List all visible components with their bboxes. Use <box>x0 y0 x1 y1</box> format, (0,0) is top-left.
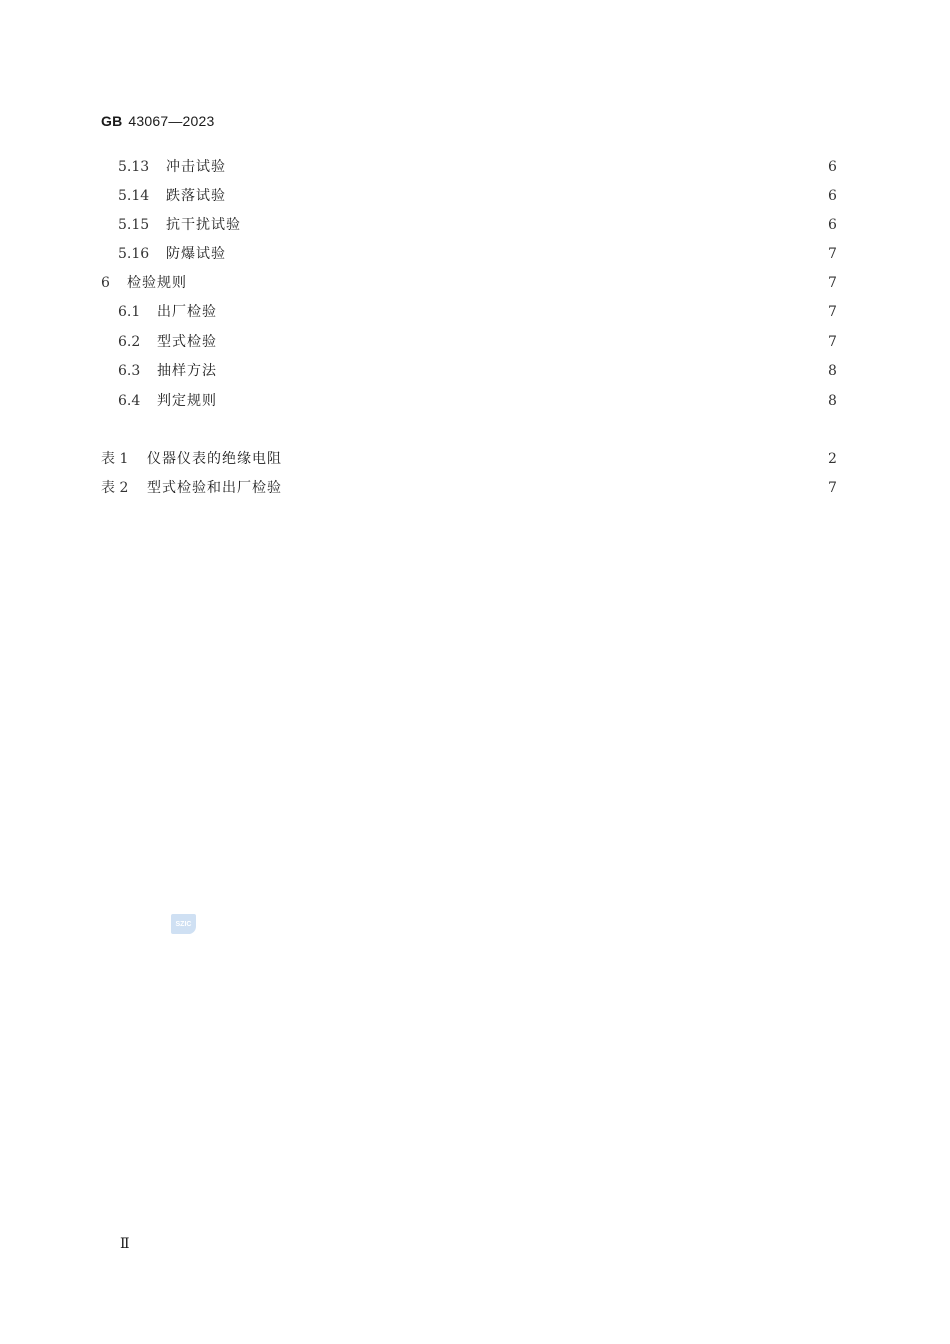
standard-prefix: GB <box>101 113 123 129</box>
table-entry-page: 7 <box>828 480 837 496</box>
page-number-footer: Ⅱ <box>120 1236 130 1252</box>
toc-leader-dots <box>230 244 822 264</box>
toc-leader-dots <box>197 273 822 293</box>
toc-leader-dots <box>230 157 822 177</box>
toc-entry-number: 6.4 <box>118 393 141 409</box>
toc-entry-5-16[interactable] <box>118 244 836 264</box>
table-list-entry-1[interactable] <box>101 449 836 469</box>
toc-entry-number: 5.15 <box>118 217 150 233</box>
table-entry-title: 仪器仪表的绝缘电阻 <box>147 451 282 467</box>
toc-entry-page: 8 <box>828 363 837 379</box>
toc-entry-page: 7 <box>828 246 837 262</box>
table-list-entry-2[interactable] <box>101 478 836 498</box>
toc-leader-dots <box>229 391 822 411</box>
toc-entry-number: 5.16 <box>118 246 150 262</box>
document-header <box>101 113 214 129</box>
toc-entry-6-2[interactable] <box>118 332 836 352</box>
toc-entry-title: 跌落试验 <box>166 188 226 204</box>
szic-watermark-logo <box>170 912 197 936</box>
toc-entry-5-15[interactable] <box>118 215 836 235</box>
toc-leader-dots <box>245 215 822 235</box>
toc-entry-page: 6 <box>828 217 837 233</box>
toc-entry-page: 7 <box>828 334 837 350</box>
toc-leader-dots <box>286 478 822 498</box>
standard-number: 43067—2023 <box>128 113 215 129</box>
table-entry-number: 表 1 <box>101 451 129 467</box>
toc-leader-dots <box>229 332 822 352</box>
toc-entry-title: 抗干扰试验 <box>166 217 241 233</box>
toc-entry-page: 6 <box>828 159 837 175</box>
toc-entry-page: 8 <box>828 393 837 409</box>
toc-entry-page: 6 <box>828 188 837 204</box>
toc-leader-dots <box>229 302 822 322</box>
table-entry-title: 型式检验和出厂检验 <box>147 480 282 496</box>
toc-entry-page: 7 <box>828 275 837 291</box>
watermark-text: SZIC <box>175 921 192 928</box>
toc-entry-6-4[interactable] <box>118 391 836 411</box>
toc-leader-dots <box>229 361 822 381</box>
toc-entry-title: 检验规则 <box>127 275 187 291</box>
toc-entry-number: 6.3 <box>118 363 141 379</box>
toc-entry-5-13[interactable] <box>118 157 836 177</box>
toc-entry-title: 出厂检验 <box>157 304 217 320</box>
table-entry-page: 2 <box>828 451 837 467</box>
toc-entry-5-14[interactable] <box>118 186 836 206</box>
toc-entry-title: 抽样方法 <box>157 363 217 379</box>
toc-entry-number: 6.1 <box>118 304 141 320</box>
toc-entry-number: 6 <box>101 275 110 291</box>
table-entry-number: 表 2 <box>101 480 129 496</box>
toc-entry-title: 判定规则 <box>157 393 217 409</box>
toc-entry-6-3[interactable] <box>118 361 836 381</box>
toc-entry-number: 5.14 <box>118 188 150 204</box>
toc-entry-title: 型式检验 <box>157 334 217 350</box>
toc-entry-number: 6.2 <box>118 334 141 350</box>
toc-entry-title: 冲击试验 <box>166 159 226 175</box>
toc-entry-6[interactable] <box>101 273 836 293</box>
toc-entry-6-1[interactable] <box>118 302 836 322</box>
toc-leader-dots <box>286 449 822 469</box>
toc-leader-dots <box>230 186 822 206</box>
toc-entry-number: 5.13 <box>118 159 150 175</box>
toc-entry-page: 7 <box>828 304 837 320</box>
toc-entry-title: 防爆试验 <box>166 246 226 262</box>
